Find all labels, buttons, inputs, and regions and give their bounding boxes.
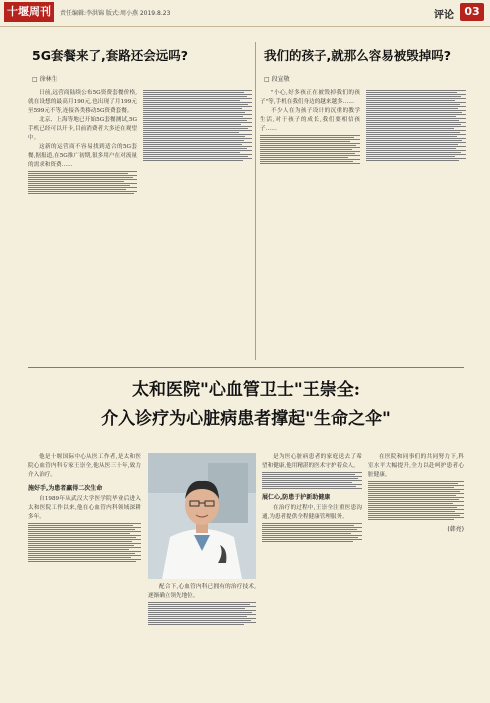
publication-logo: 十堰周刊 (4, 2, 54, 22)
text-lines (28, 523, 141, 562)
article-column (366, 89, 466, 165)
text-lines (28, 171, 137, 194)
lead-column-3 (368, 453, 464, 693)
editor-meta: 责任编辑:李洪锦 版式:周小燕 2019.8.23 (60, 10, 171, 17)
paragraph: 不少人在为孩子设计的沉重的教学生活,对于孩子的成长,我们要相信孩子…… (260, 108, 360, 132)
lead-column-2 (262, 453, 362, 693)
subheading: 施好手,为患者赢得二次生命 (28, 485, 103, 492)
lead-column-1 (28, 453, 141, 693)
article-children (260, 42, 466, 362)
text-lines (262, 523, 362, 542)
page-number: 03 (460, 3, 484, 21)
text-lines (366, 90, 466, 161)
paragraph: 他是十堰国际中心从医工作者,是太和医院心血管内科专家王崇全,他从医三十年,致力介入治疗。 (28, 454, 141, 478)
article-byline: □ 徐林生 (32, 74, 252, 83)
doctor-portrait-photo (148, 453, 256, 579)
article-title: 5G套餐来了,套路还会远吗? (32, 48, 188, 63)
portrait-image (148, 453, 256, 579)
text-lines (148, 602, 256, 625)
article-column (143, 89, 252, 195)
headline-line-2: 介入诊疗为心脏病患者撑起"生命之伞" (101, 409, 391, 429)
lead-column-under-photo (148, 583, 256, 693)
article-byline: □ 段宣敬 (264, 74, 466, 83)
paragraph: 是为医心脏病患者的家庭送去了希望和健康,他用精湛的医术守护着众人。 (262, 454, 362, 469)
article-author: (韩亮) (447, 526, 464, 533)
paragraph: "小心,好多孩正在被毁掉我们的孩子"等,手机在我们身边的越来越多…… (260, 90, 360, 105)
section-label: 评论 (434, 10, 454, 21)
subheading: 展仁心,防患于护新助健康 (262, 494, 331, 501)
article-column (260, 89, 360, 165)
column-divider (255, 42, 256, 360)
text-lines (143, 90, 252, 161)
text-lines (262, 472, 362, 489)
article-column (28, 89, 137, 195)
text-lines (260, 135, 360, 164)
section-rule (28, 367, 464, 368)
lead-headline (28, 372, 464, 447)
paragraph: 在医院和同事们的共同努力下,科室水平大幅提升,全力以赴呵护患者心脏健康。 (368, 454, 464, 478)
paragraph: 日前,远营商陆续公布5G资费套餐价格,就在设想的最高月190元,也出现了月199元至599元不等,连接各类移动5G资费套餐。 (28, 90, 137, 114)
article-5g-package (28, 42, 252, 362)
paragraph: 配合下,心血管内科已拥有的治疗技术,逐渐确立领先地位。 (148, 584, 256, 599)
headline-line-1: 太和医院"心血管卫士"王崇全: (132, 380, 360, 400)
page-header (0, 0, 490, 27)
article-title: 我们的孩子,就那么容易被毁掉吗? (264, 48, 452, 63)
paragraph: 自1989年从武汉大学医学院毕业后进入太和医院工作以来,他在心血管内科领域深耕多年。 (28, 496, 141, 520)
paragraph: 北京、上海等地已开始5G套餐测试,5G手机已经可以开卡,目前消费者大多还在观望中。 (28, 117, 137, 141)
text-lines (368, 481, 464, 520)
paragraph: 这新的运营商不容易找到适合的5G套餐,据报道,在5G推广初期,很多用户在对流量的需求和资费…… (28, 144, 137, 168)
paragraph: 在治疗的过程中,王崇全注重医患沟通,为患者提供全程健康管理服务。 (262, 505, 362, 520)
